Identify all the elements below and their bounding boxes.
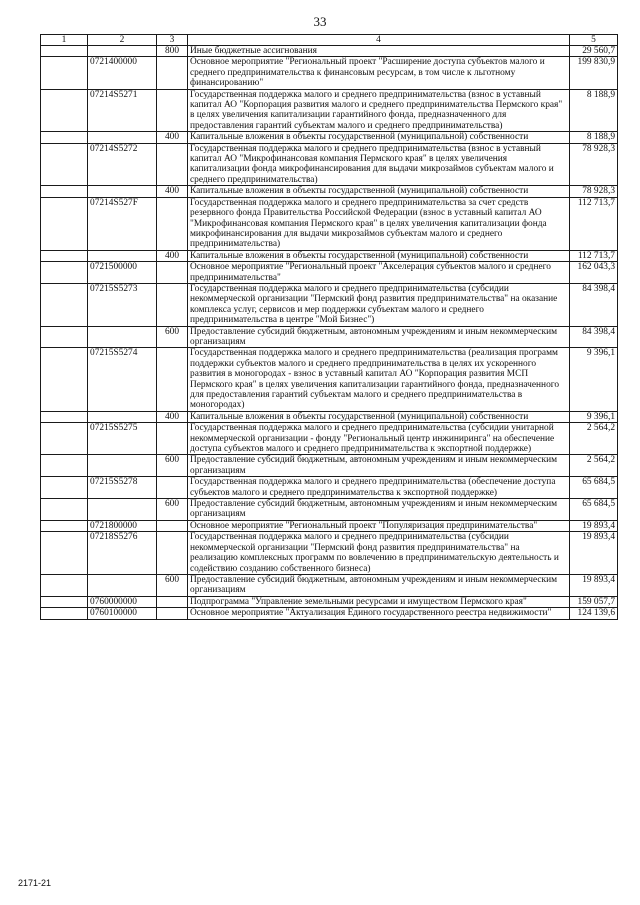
row-col1 <box>41 132 88 143</box>
row-sum: 84 398,4 <box>570 283 618 326</box>
row-name: Подпрограмма "Управление земельными ресурсами и имуществом Пермского края" <box>188 596 570 607</box>
page-number: 33 <box>313 14 327 29</box>
row-name: Государственная поддержка малого и среднего предпринимательства (субсидии унитарной некоммерческой организации - фонду "Региональный центр инжиниринга" на обеспечение доступа субъектов малого и среднего предпринимательства к экспортной поддержке) <box>188 423 570 455</box>
row-kvr <box>157 89 188 132</box>
row-sum: 199 830,9 <box>570 57 618 89</box>
row-kvr: 600 <box>157 574 188 596</box>
table-row <box>41 262 618 284</box>
table-row <box>41 186 618 197</box>
row-sum: 8 188,9 <box>570 132 618 143</box>
row-code: 07214S5271 <box>88 89 157 132</box>
row-code: 07214S5272 <box>88 143 157 186</box>
row-col1 <box>41 499 88 521</box>
row-col1 <box>41 596 88 607</box>
row-code: 07218S5276 <box>88 532 157 575</box>
row-sum: 162 043,3 <box>570 262 618 284</box>
row-kvr <box>157 532 188 575</box>
row-kvr <box>157 57 188 89</box>
row-kvr: 400 <box>157 250 188 261</box>
table-row <box>41 499 618 521</box>
table-row <box>41 89 618 132</box>
row-name: Государственная поддержка малого и среднего предпринимательства (субсидии некоммерческой организации "Пермский фонд развития предпринимательства" на оказание комплекса услуг, сервисов и мер поддержки субъектам малого и среднего предпринимательства в центре "Мой Бизнес") <box>188 283 570 326</box>
table-row <box>41 326 618 348</box>
row-name: Основное мероприятие "Актуализация Единого государственного реестра недвижимости" <box>188 608 570 619</box>
row-sum: 29 560,7 <box>570 46 618 57</box>
row-name: Предоставление субсидий бюджетным, автономным учреждениям и иным некоммерческим организациям <box>188 455 570 477</box>
row-col1 <box>41 608 88 619</box>
row-col1 <box>41 477 88 499</box>
column-header: 2 <box>88 35 157 46</box>
row-col1 <box>41 57 88 89</box>
row-kvr <box>157 262 188 284</box>
row-code: 0721800000 <box>88 520 157 531</box>
row-code <box>88 455 157 477</box>
row-sum: 112 713,7 <box>570 197 618 250</box>
row-code <box>88 574 157 596</box>
row-kvr <box>157 608 188 619</box>
row-name: Государственная поддержка малого и среднего предпринимательства (реализация программ поддержки субъектов малого и среднего предпринимательства в целях их ускоренного развития в моногородах - взнос в уставный капитал АО "Корпорация развития МСП Пермского края" в целях увеличения капитализации гарантийного фонда, предназначенного для предоставления гарантий субъектам малого и среднего предпринимательства в моногородах) <box>188 348 570 411</box>
budget-table <box>40 34 618 620</box>
row-col1 <box>41 574 88 596</box>
row-code <box>88 326 157 348</box>
row-name: Основное мероприятие "Региональный проект "Расширение доступа субъектов малого и среднего предпринимательства к финансовым ресурсам, в том числе к льготному финансированию" <box>188 57 570 89</box>
row-name: Государственная поддержка малого и среднего предпринимательства (взнос в уставный капитал АО "Микрофинансовая компания Пермского края" в целях увеличения капитализации фонда микрофинансирования для выдачи микрозаймов субъектам малого и среднего предпринимательства) <box>188 143 570 186</box>
row-code <box>88 250 157 261</box>
row-code: 07215S5274 <box>88 348 157 411</box>
row-col1 <box>41 250 88 261</box>
table-row <box>41 411 618 422</box>
row-sum: 84 398,4 <box>570 326 618 348</box>
row-code: 0721400000 <box>88 57 157 89</box>
row-name: Предоставление субсидий бюджетным, автономным учреждениям и иным некоммерческим организациям <box>188 574 570 596</box>
row-kvr <box>157 197 188 250</box>
row-name: Капитальные вложения в объекты государственной (муниципальной) собственности <box>188 411 570 422</box>
table-row <box>41 250 618 261</box>
document-code: 2171-21 <box>18 878 52 888</box>
table-row <box>41 596 618 607</box>
row-kvr <box>157 283 188 326</box>
row-code <box>88 186 157 197</box>
row-code: 07215S5278 <box>88 477 157 499</box>
row-sum: 8 188,9 <box>570 89 618 132</box>
row-sum: 65 684,5 <box>570 499 618 521</box>
row-kvr: 600 <box>157 499 188 521</box>
row-name: Государственная поддержка малого и среднего предпринимательства (взнос в уставный капитал АО "Корпорация развития малого и среднего предпринимательства Пермского края" в целях увеличения капитализации гарантийного фонда, предназначенного для предоставления гарантий субъектам малого и среднего предпринимательства) <box>188 89 570 132</box>
table-row <box>41 46 618 57</box>
row-col1 <box>41 89 88 132</box>
row-code <box>88 46 157 57</box>
column-header: 5 <box>570 35 618 46</box>
row-sum: 159 057,7 <box>570 596 618 607</box>
row-name: Государственная поддержка малого и среднего предпринимательства (обеспечение доступа субъектов малого и среднего предпринимательства к экспортной поддержке) <box>188 477 570 499</box>
table-row <box>41 57 618 89</box>
row-name: Иные бюджетные ассигнования <box>188 46 570 57</box>
table-row <box>41 477 618 499</box>
table-row <box>41 423 618 455</box>
table-row <box>41 574 618 596</box>
row-col1 <box>41 411 88 422</box>
table-row <box>41 608 618 619</box>
row-sum: 124 139,6 <box>570 608 618 619</box>
row-name: Предоставление субсидий бюджетным, автономным учреждениям и иным некоммерческим организациям <box>188 499 570 521</box>
row-col1 <box>41 520 88 531</box>
row-name: Основное мероприятие "Региональный проект "Популяризация предпринимательства" <box>188 520 570 531</box>
row-name: Капитальные вложения в объекты государственной (муниципальной) собственности <box>188 250 570 261</box>
row-kvr: 400 <box>157 132 188 143</box>
row-code <box>88 411 157 422</box>
row-kvr: 600 <box>157 455 188 477</box>
row-col1 <box>41 532 88 575</box>
row-name: Основное мероприятие "Региональный проект "Акселерация субъектов малого и среднего предпринимательства" <box>188 262 570 284</box>
row-sum: 112 713,7 <box>570 250 618 261</box>
table-row <box>41 532 618 575</box>
row-name: Государственная поддержка малого и среднего предпринимательства (субсидии некоммерческой организации "Пермский фонд развития предпринимательства" на реализацию комплексных программ по вовлечению в предпринимательскую деятельность и содействию созданию собственного бизнеса) <box>188 532 570 575</box>
row-sum: 2 564,2 <box>570 455 618 477</box>
row-name: Предоставление субсидий бюджетным, автономным учреждениям и иным некоммерческим организациям <box>188 326 570 348</box>
row-sum: 19 893,4 <box>570 574 618 596</box>
table-row <box>41 197 618 250</box>
table-row <box>41 455 618 477</box>
table-row <box>41 132 618 143</box>
column-header: 1 <box>41 35 88 46</box>
row-col1 <box>41 455 88 477</box>
row-sum: 19 893,4 <box>570 520 618 531</box>
row-col1 <box>41 326 88 348</box>
row-col1 <box>41 283 88 326</box>
row-kvr: 800 <box>157 46 188 57</box>
table-row <box>41 348 618 411</box>
row-col1 <box>41 46 88 57</box>
table-row <box>41 143 618 186</box>
row-col1 <box>41 262 88 284</box>
row-sum: 19 893,4 <box>570 532 618 575</box>
row-kvr: 600 <box>157 326 188 348</box>
row-name: Государственная поддержка малого и среднего предпринимательства за счет средств резервного фонда Правительства Российской Федерации (взнос в уставный капитал АО "Микрофинансовая компания Пермского края" в целях увеличения капитализации фонда микрофинансирования для выдачи микрозаймов субъектам малого и среднего предпринимательства) <box>188 197 570 250</box>
row-code: 07214S527F <box>88 197 157 250</box>
column-header: 4 <box>188 35 570 46</box>
row-kvr: 400 <box>157 411 188 422</box>
row-code: 07215S5275 <box>88 423 157 455</box>
row-kvr <box>157 596 188 607</box>
row-col1 <box>41 197 88 250</box>
row-code <box>88 499 157 521</box>
row-sum: 78 928,3 <box>570 143 618 186</box>
row-sum: 2 564,2 <box>570 423 618 455</box>
row-code <box>88 132 157 143</box>
row-name: Капитальные вложения в объекты государственной (муниципальной) собственности <box>188 132 570 143</box>
row-sum: 9 396,1 <box>570 348 618 411</box>
row-sum: 65 684,5 <box>570 477 618 499</box>
row-code: 0721500000 <box>88 262 157 284</box>
row-kvr <box>157 423 188 455</box>
row-code: 0760100000 <box>88 608 157 619</box>
column-header: 3 <box>157 35 188 46</box>
table-header-row <box>41 35 618 46</box>
row-kvr <box>157 143 188 186</box>
row-code: 0760000000 <box>88 596 157 607</box>
row-kvr <box>157 520 188 531</box>
table-row <box>41 520 618 531</box>
row-col1 <box>41 186 88 197</box>
row-sum: 9 396,1 <box>570 411 618 422</box>
row-kvr: 400 <box>157 186 188 197</box>
row-col1 <box>41 423 88 455</box>
row-sum: 78 928,3 <box>570 186 618 197</box>
row-name: Капитальные вложения в объекты государственной (муниципальной) собственности <box>188 186 570 197</box>
table-row <box>41 283 618 326</box>
row-code: 07215S5273 <box>88 283 157 326</box>
row-col1 <box>41 348 88 411</box>
row-kvr <box>157 348 188 411</box>
row-kvr <box>157 477 188 499</box>
row-col1 <box>41 143 88 186</box>
